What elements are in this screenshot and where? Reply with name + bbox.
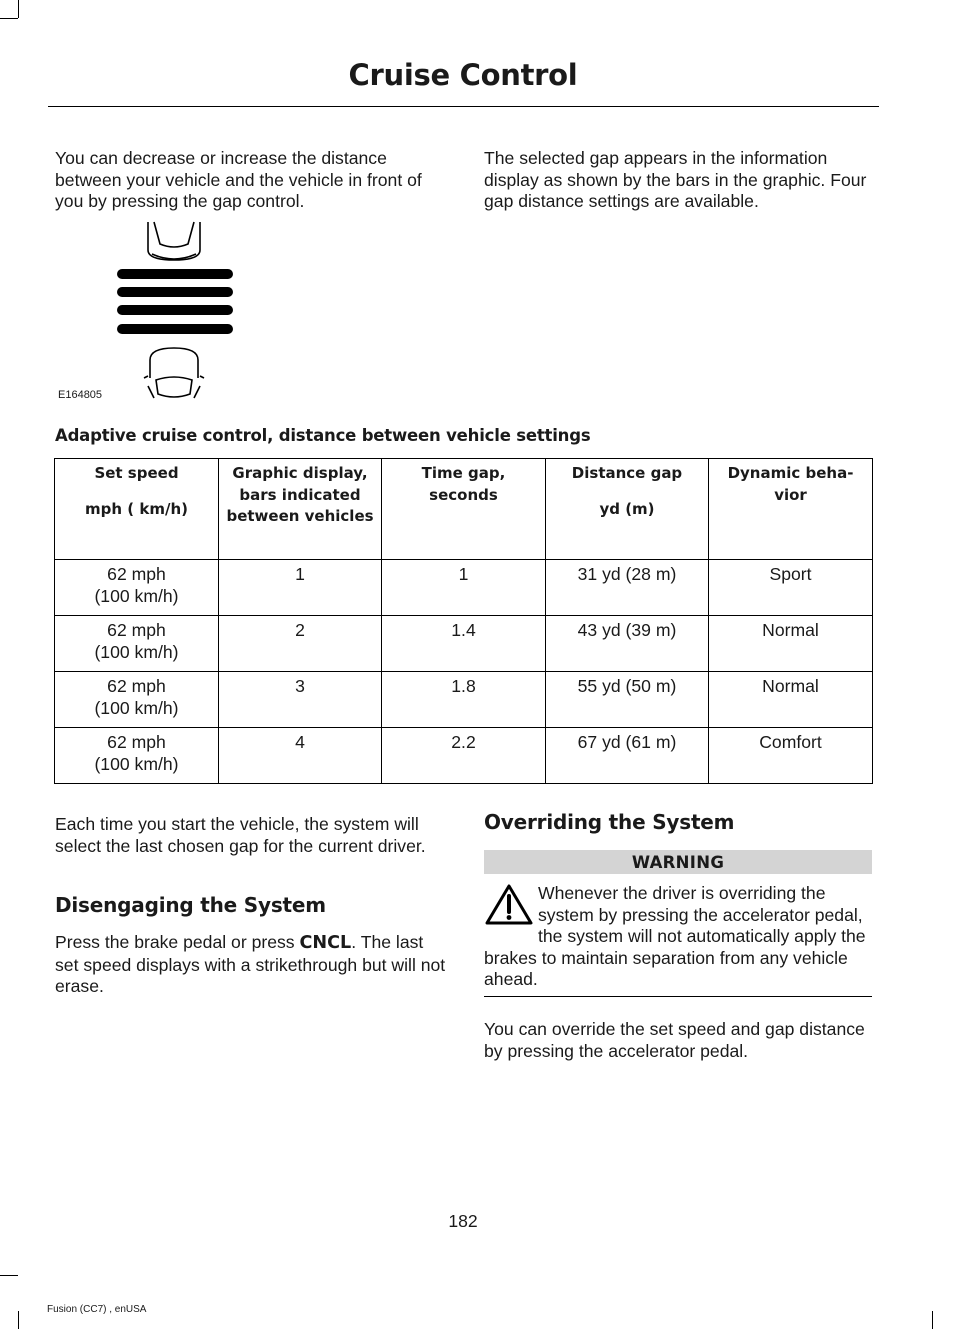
cell-distance: 67 yd (61 m)	[546, 728, 709, 784]
gap-bars	[117, 269, 233, 334]
crop-mark	[932, 1311, 933, 1329]
cell-distance: 43 yd (39 m)	[546, 616, 709, 672]
cell-behavior: Normal	[709, 616, 873, 672]
cell-behavior: Sport	[709, 560, 873, 616]
cncl-button-label: CNCL	[299, 933, 352, 953]
header-unit: mph ( km/h)	[85, 499, 188, 518]
warning-rule	[484, 996, 872, 997]
disengaging-paragraph: Press the brake pedal or press CNCL. The last set speed displays with a strikethrough but will not erase.	[55, 932, 446, 996]
cell-set-speed: 62 mph (100 km/h)	[55, 560, 219, 616]
cell-distance: 31 yd (28 m)	[546, 560, 709, 616]
page-number: 182	[448, 1211, 478, 1231]
warning-bar: WARNING	[484, 850, 872, 874]
header-label: Distance gap	[571, 464, 683, 482]
header-dynamic-behavior	[709, 459, 873, 560]
header-label: Graphic display, bars indicated between vehicles	[226, 464, 374, 525]
warning-triangle-icon	[484, 883, 534, 927]
header-time-gap	[382, 459, 546, 560]
cell-set-speed: 62 mph (100 km/h)	[55, 728, 219, 784]
cell-set-speed: 62 mph (100 km/h)	[55, 616, 219, 672]
cell-time-gap: 1.8	[382, 672, 546, 728]
cell-bars: 1	[219, 560, 382, 616]
cell-behavior: Comfort	[709, 728, 873, 784]
intro-right-paragraph: The selected gap appears in the information display as shown by the bars in the graphic. Four gap distance settings are available.	[484, 148, 867, 211]
header-distance-gap	[546, 459, 709, 560]
cell-bars: 2	[219, 616, 382, 672]
cell-behavior: Normal	[709, 672, 873, 728]
table-caption: Adaptive cruise control, distance between vehicle settings	[55, 426, 591, 445]
header-set-speed	[55, 459, 219, 560]
page-title: Cruise Control	[348, 58, 578, 92]
warning-text: Whenever the driver is overriding the system by pressing the accelerator pedal, the system will not automatically apply the brakes to maintain separation from any vehicle ahead.	[484, 883, 866, 989]
table-row	[55, 728, 873, 784]
header-unit: yd (m)	[599, 499, 655, 518]
overriding-heading: Overriding the System	[484, 810, 735, 834]
cell-bars: 4	[219, 728, 382, 784]
gap-display-graphic	[110, 220, 240, 400]
cell-time-gap: 1.4	[382, 616, 546, 672]
cell-time-gap: 1	[382, 560, 546, 616]
table-header-row	[55, 459, 873, 560]
crop-mark	[0, 18, 18, 19]
override-paragraph: You can override the set speed and gap distance by pressing the accelerator pedal.	[484, 1019, 865, 1061]
header-label: Time gap, seconds	[421, 464, 506, 504]
gap-display-figure	[110, 220, 240, 400]
header-label: Dynamic beha-vior	[727, 464, 854, 504]
crop-mark	[18, 1311, 19, 1329]
cell-distance: 55 yd (50 m)	[546, 672, 709, 728]
cell-bars: 3	[219, 672, 382, 728]
last-gap-paragraph: Each time you start the vehicle, the system will select the last chosen gap for the current driver.	[55, 814, 426, 856]
cell-set-speed: 62 mph (100 km/h)	[55, 672, 219, 728]
title-rule	[48, 106, 879, 107]
cell-time-gap: 2.2	[382, 728, 546, 784]
own-vehicle-icon	[144, 348, 204, 398]
table-row	[55, 616, 873, 672]
intro-left-paragraph: You can decrease or increase the distance between your vehicle and the vehicle in front of you by pressing the gap control.	[55, 148, 422, 211]
doc-id: Fusion (CC7) , enUSA	[47, 1304, 147, 1315]
crop-mark	[0, 1275, 18, 1276]
header-graphic-display	[219, 459, 382, 560]
crop-mark	[18, 0, 19, 18]
table-row	[55, 672, 873, 728]
header-label: Set speed	[94, 464, 179, 482]
figure-code: E164805	[58, 389, 103, 401]
lead-vehicle-icon	[148, 222, 200, 260]
table-row	[55, 560, 873, 616]
disengaging-heading: Disengaging the System	[55, 893, 326, 917]
gap-settings-table	[54, 458, 873, 784]
